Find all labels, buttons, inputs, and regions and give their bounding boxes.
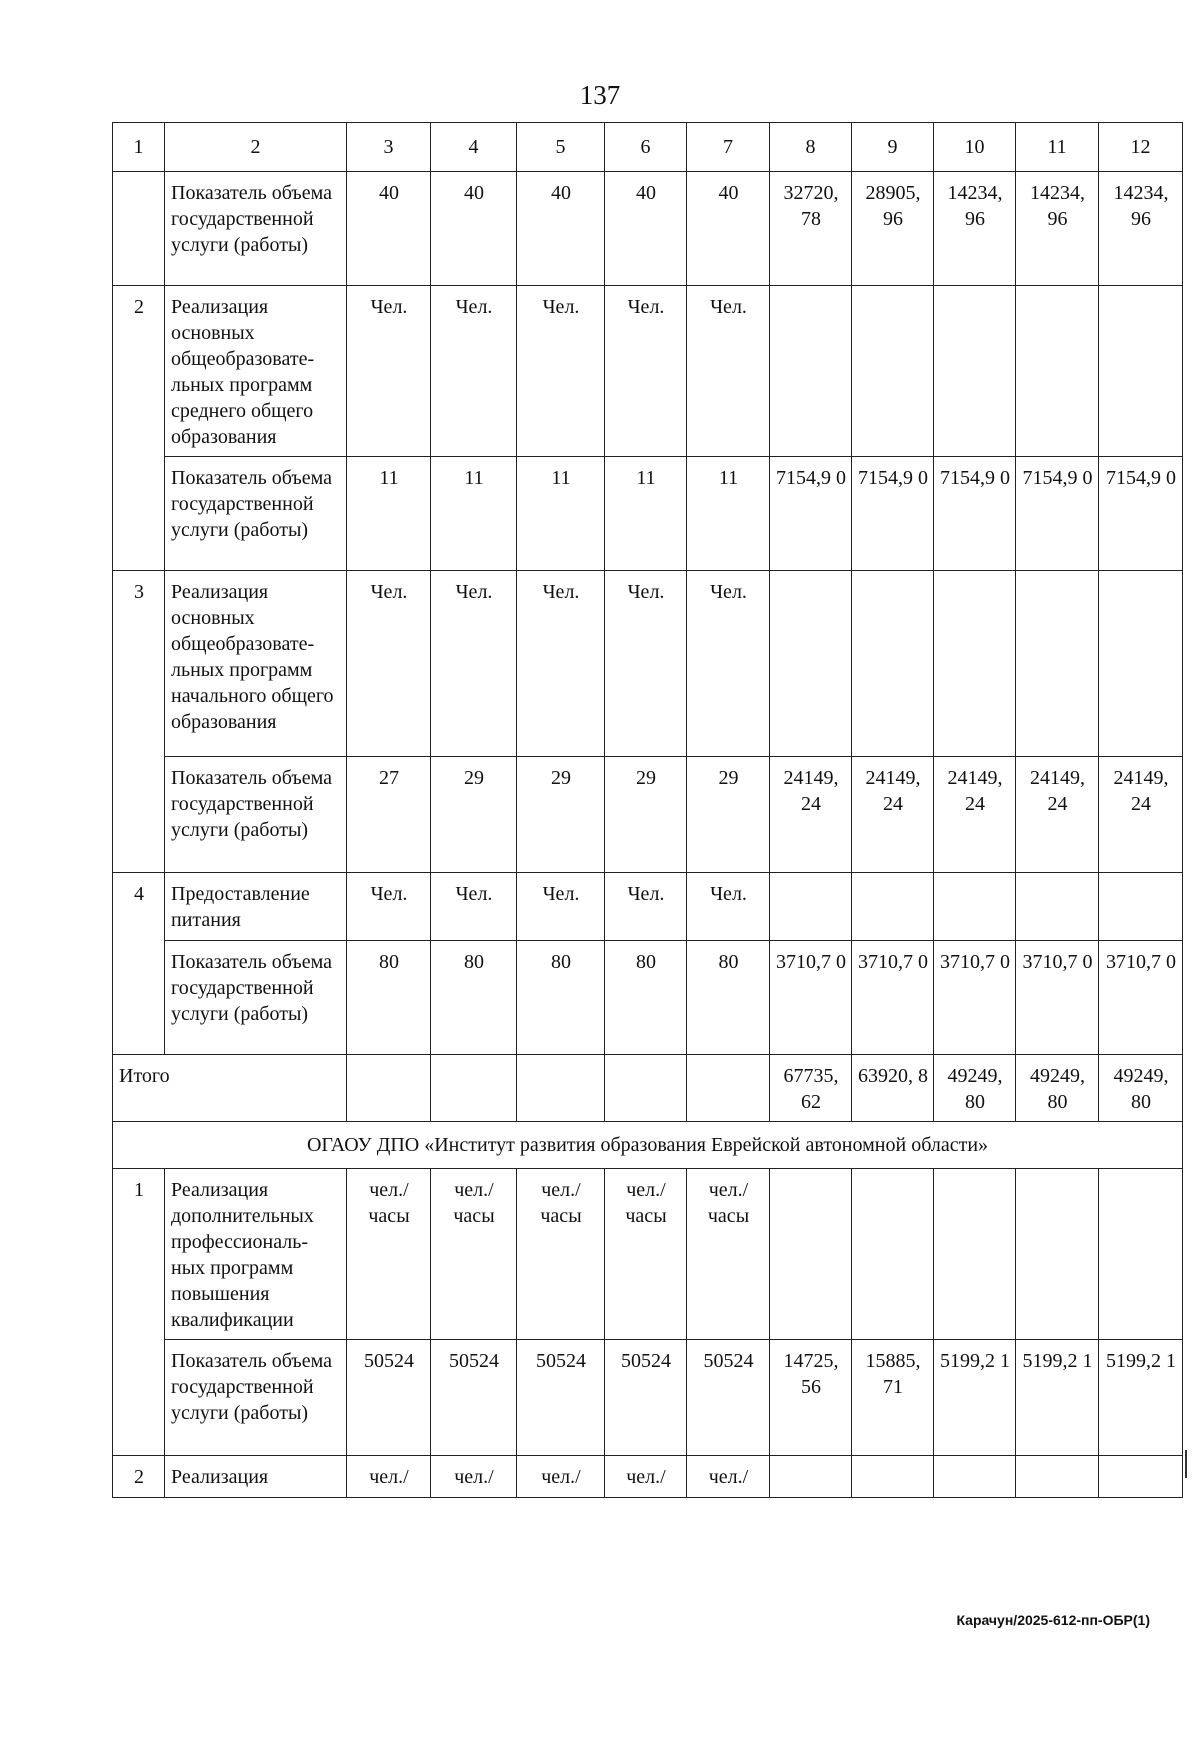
indicator-value-col-5: 50524 [517,1340,605,1456]
indicator-value-col-7: Чел. [687,286,770,457]
indicator-value-col-4: Чел. [431,873,517,941]
indicator-value-col-6: 80 [605,941,687,1055]
column-number-6: 6 [605,123,687,172]
amount-value-col-12 [1099,571,1183,757]
table-row [113,941,1183,1055]
amount-value-col-12: 3710,7 0 [1099,941,1183,1055]
amount-value-col-9: 24149, 24 [852,757,934,873]
indicator-value-col-3: Чел. [347,286,431,457]
amount-value-col-8 [770,286,852,457]
amount-value-col-11 [1016,873,1099,941]
amount-value-col-12 [1099,286,1183,457]
row-number [113,172,165,286]
column-number-7: 7 [687,123,770,172]
table-row [113,172,1183,286]
table-row [113,286,1183,457]
amount-value-col-8 [770,873,852,941]
amount-value-col-8 [770,571,852,757]
service-name: Реализация [165,1456,347,1498]
indicator-value-col-6: Чел. [605,571,687,757]
amount-value-col-11: 24149, 24 [1016,757,1099,873]
indicator-value-col-5: 80 [517,941,605,1055]
indicator-value-col-3: Чел. [347,571,431,757]
amount-value-col-11 [1016,571,1099,757]
total-row [113,1055,1183,1122]
indicator-value-col-4: 80 [431,941,517,1055]
amount-value-col-11 [1016,286,1099,457]
amount-value-col-8: 14725, 56 [770,1340,852,1456]
indicator-value-col-6: 50524 [605,1340,687,1456]
indicator-value-col-7: Чел. [687,571,770,757]
amount-value-col-9: 7154,9 0 [852,457,934,571]
total-empty-cell [605,1055,687,1122]
indicator-value-col-7: чел./ [687,1456,770,1498]
indicator-value-col-3: чел./ часы [347,1169,431,1340]
amount-value-col-9 [852,1456,934,1498]
service-name: Показатель объема государственной услуги (работы) [165,457,347,571]
amount-value-col-11: 5199,2 1 [1016,1340,1099,1456]
indicator-value-col-7: чел./ часы [687,1169,770,1340]
service-name: Показатель объема государственной услуги (работы) [165,941,347,1055]
total-amount-10: 49249, 80 [934,1055,1016,1122]
indicator-value-col-7: 40 [687,172,770,286]
amount-value-col-11: 7154,9 0 [1016,457,1099,571]
indicator-value-col-4: чел./ [431,1456,517,1498]
indicator-value-col-4: 29 [431,757,517,873]
amount-value-col-11: 3710,7 0 [1016,941,1099,1055]
column-number-12: 12 [1099,123,1183,172]
indicator-value-col-5: Чел. [517,873,605,941]
amount-value-col-10: 14234, 96 [934,172,1016,286]
header-row [113,123,1183,172]
amount-value-col-10: 24149, 24 [934,757,1016,873]
total-amount-9: 63920, 8 [852,1055,934,1122]
table-row [113,571,1183,757]
row-number: 2 [113,1456,165,1498]
amount-value-col-9: 28905, 96 [852,172,934,286]
column-number-3: 3 [347,123,431,172]
column-number-10: 10 [934,123,1016,172]
indicator-value-col-7: Чел. [687,873,770,941]
amount-value-col-8 [770,1169,852,1340]
indicator-value-col-5: 11 [517,457,605,571]
service-name: Показатель объема государственной услуги (работы) [165,172,347,286]
amount-value-col-8: 3710,7 0 [770,941,852,1055]
column-number-5: 5 [517,123,605,172]
indicator-value-col-3: 50524 [347,1340,431,1456]
table-row [113,873,1183,941]
amount-value-col-12 [1099,873,1183,941]
indicator-value-col-4: Чел. [431,571,517,757]
amount-value-col-8 [770,1456,852,1498]
table-row [113,1169,1183,1340]
indicator-value-col-6: 29 [605,757,687,873]
table-row [113,1456,1183,1498]
amount-value-col-10 [934,873,1016,941]
indicator-value-col-6: 11 [605,457,687,571]
amount-value-col-12 [1099,1169,1183,1340]
service-name: Реализация дополнительных профессиональ-ных программ повышения квалификации [165,1169,347,1340]
organization-name: ОГАОУ ДПО «Институт развития образования Еврейской автономной области» [113,1122,1183,1169]
indicator-value-col-4: 40 [431,172,517,286]
amount-value-col-11: 14234, 96 [1016,172,1099,286]
indicator-value-col-5: чел./ часы [517,1169,605,1340]
column-number-11: 11 [1016,123,1099,172]
indicator-value-col-3: 27 [347,757,431,873]
total-empty-cell [687,1055,770,1122]
indicator-value-col-6: Чел. [605,873,687,941]
indicator-value-col-5: чел./ [517,1456,605,1498]
table-body [113,123,1183,1498]
amount-value-col-12: 24149, 24 [1099,757,1183,873]
indicator-value-col-7: 50524 [687,1340,770,1456]
amount-value-col-9 [852,1169,934,1340]
row-number: 2 [113,286,165,571]
service-name: Реализация основных общеобразовате-льных программ среднего общего образования [165,286,347,457]
amount-value-col-8: 32720, 78 [770,172,852,286]
table-row [113,1340,1183,1456]
indicator-value-col-7: 29 [687,757,770,873]
total-empty-cell [347,1055,431,1122]
indicator-value-col-4: 11 [431,457,517,571]
row-number: 1 [113,1169,165,1456]
amount-value-col-11 [1016,1169,1099,1340]
indicator-value-col-5: 40 [517,172,605,286]
amount-value-col-10 [934,571,1016,757]
budget-table-container [112,122,1176,1498]
amount-value-col-10 [934,1169,1016,1340]
amount-value-col-12: 5199,2 1 [1099,1340,1183,1456]
amount-value-col-10 [934,286,1016,457]
amount-value-col-9: 3710,7 0 [852,941,934,1055]
amount-value-col-10 [934,1456,1016,1498]
indicator-value-col-5: 29 [517,757,605,873]
table-row [113,757,1183,873]
table-row [113,457,1183,571]
total-amount-8: 67735, 62 [770,1055,852,1122]
indicator-value-col-6: чел./ [605,1456,687,1498]
indicator-value-col-3: 80 [347,941,431,1055]
indicator-value-col-5: Чел. [517,286,605,457]
indicator-value-col-5: Чел. [517,571,605,757]
budget-table [112,122,1183,1498]
total-label: Итого [113,1055,347,1122]
total-empty-cell [431,1055,517,1122]
indicator-value-col-7: 80 [687,941,770,1055]
amount-value-col-9: 15885, 71 [852,1340,934,1456]
indicator-value-col-6: Чел. [605,286,687,457]
indicator-value-col-3: Чел. [347,873,431,941]
amount-value-col-10: 7154,9 0 [934,457,1016,571]
amount-value-col-9 [852,571,934,757]
amount-value-col-10: 5199,2 1 [934,1340,1016,1456]
amount-value-col-12: 7154,9 0 [1099,457,1183,571]
column-number-4: 4 [431,123,517,172]
indicator-value-col-3: чел./ [347,1456,431,1498]
document-footer-code: Карачун/2025-612-пп-ОБР(1) [956,1612,1150,1628]
amount-value-col-10: 3710,7 0 [934,941,1016,1055]
total-empty-cell [517,1055,605,1122]
indicator-value-col-6: чел./ часы [605,1169,687,1340]
amount-value-col-12 [1099,1456,1183,1498]
amount-value-col-9 [852,286,934,457]
amount-value-col-11 [1016,1456,1099,1498]
column-number-1: 1 [113,123,165,172]
service-name: Предоставление питания [165,873,347,941]
service-name: Показатель объема государственной услуги (работы) [165,1340,347,1456]
scan-mark [1185,1450,1187,1478]
amount-value-col-9 [852,873,934,941]
indicator-value-col-3: 11 [347,457,431,571]
page-number: 137 [579,80,621,110]
column-number-8: 8 [770,123,852,172]
total-amount-11: 49249, 80 [1016,1055,1099,1122]
indicator-value-col-7: 11 [687,457,770,571]
amount-value-col-12: 14234, 96 [1099,172,1183,286]
indicator-value-col-4: Чел. [431,286,517,457]
indicator-value-col-4: 50524 [431,1340,517,1456]
row-number: 3 [113,571,165,873]
service-name: Показатель объема государственной услуги (работы) [165,757,347,873]
column-number-9: 9 [852,123,934,172]
indicator-value-col-3: 40 [347,172,431,286]
row-number: 4 [113,873,165,1055]
amount-value-col-8: 24149, 24 [770,757,852,873]
service-name: Реализация основных общеобразовате-льных программ начального общего образования [165,571,347,757]
total-amount-12: 49249, 80 [1099,1055,1183,1122]
amount-value-col-8: 7154,9 0 [770,457,852,571]
indicator-value-col-4: чел./ часы [431,1169,517,1340]
indicator-value-col-6: 40 [605,172,687,286]
column-number-2: 2 [165,123,347,172]
organization-row [113,1122,1183,1169]
